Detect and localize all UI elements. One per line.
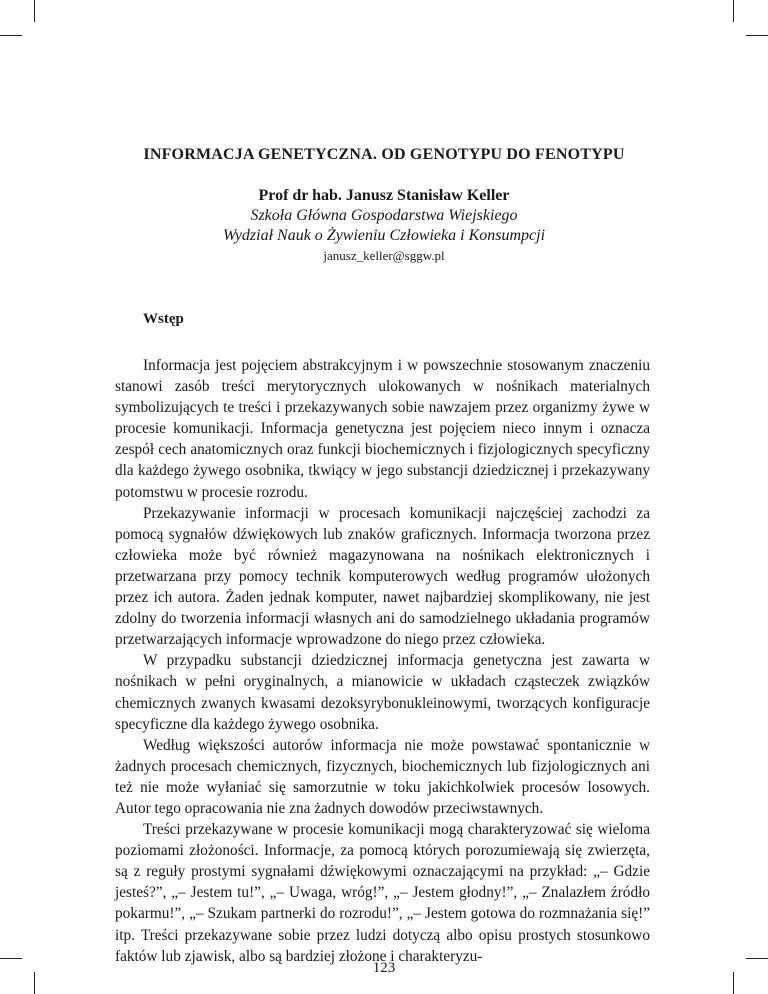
- author-block: [0, 186, 768, 266]
- body-text: [115, 355, 650, 967]
- author-name: Prof dr hab. Janusz Stanisław Keller: [258, 187, 510, 204]
- crop-mark-top-right: [733, 0, 734, 22]
- paragraph: Informacja jest pojęciem abstrakcyjnym i w powszechnie stosowanym znaczeniu stanowi zasób treści merytorycznych ulokowanych w nośnikach materialnych symbolizujących te treści i przekazywanych sobie nawzajem przez organizmy żywe w procesie komunikacji. Informacja genetyczna jest pojęciem nieco innym i oznacza zespół cech anatomicznych oraz funkcji biochemicznych i fizjologicznych specyficzny dla każdego żywego osobnika, tkwiący w jego substancji dziedzicznej i przekazywany potomstwu w procesie rozrodu.: [115, 357, 650, 501]
- paragraph: Treści przekazywane w procesie komunikacji mogą charakteryzować się wieloma poziomami złożoności. Informacje, za pomocą których porozumiewają się zwierzęta, są z reguły prostymi sygnałami dźwiękowymi oznaczającymi na przykład: „– Gdzie jesteś?”, „– Jestem tu!”, „– Uwaga, wróg!”, „– Jestem głodny!”, „– Znalazłem źródło pokarmu!”, „– Szukam partnerki do rozrodu!”, „– Jestem gotowa do rozmnażania się!” itp. Treści przekazywane sobie przez ludzi dotyczą albo opisu prostych stosunkowo faktów lub zjawisk, albo są bardziej złożone i charakteryzu-: [115, 821, 650, 965]
- paragraph: Według większości autorów informacja nie może powstawać spontanicznie w żadnych procesach chemicznych, fizycznych, biochemicznych lub fizjologicznych ani też nie może wyłaniać się samorzutnie w toku jakichkolwiek procesów losowych. Autor tego opracowania nie zna żadnych dowodów przeciwstawnych.: [115, 736, 650, 817]
- crop-mark-bottom-left-h: [0, 958, 22, 959]
- crop-mark-top-left-h: [0, 35, 22, 36]
- crop-mark-top-left: [34, 0, 35, 22]
- document-title: INFORMACJA GENETYCZNA. OD GENOTYPU DO FENOTYPU: [143, 146, 625, 163]
- paragraph: W przypadku substancji dziedzicznej informacja genetyczna jest zawarta w nośnikach w pełni oryginalnych, a mianowicie w układach cząsteczek związków chemicznych zwanych kwasami dezoksyrybonukleinowymi, tworzących konfiguracje specyficzne dla każdego żywego osobnika.: [115, 652, 650, 733]
- crop-mark-top-right-h: [746, 35, 768, 36]
- affiliation-faculty: Wydział Nauk o Żywieniu Człowieka i Konsumpcji: [222, 227, 546, 244]
- author-email: janusz_keller@sggw.pl: [323, 248, 445, 263]
- page-number: 123: [372, 960, 396, 976]
- affiliation-university: Szkoła Główna Gospodarstwa Wiejskiego: [250, 207, 518, 224]
- paragraph: Przekazywanie informacji w procesach komunikacji najczęściej zachodzi za pomocą sygnałów dźwiękowych lub znaków graficznych. Informacja tworzona przez człowieka może być również magazynowana na nośnikach elektronicznych i przetwarzana przy pomocy technik komputerowych według programów ułożonych przez ich autora. Żaden jednak komputer, nawet najbardziej skomplikowany, nie jest zdolny do tworzenia informacji własnych ani do samodzielnego układania programów przetwarzających informacje wprowadzone do niego przez człowieka.: [115, 504, 650, 649]
- section-heading: Wstęp: [143, 311, 184, 327]
- crop-mark-bottom-right-h: [746, 958, 768, 959]
